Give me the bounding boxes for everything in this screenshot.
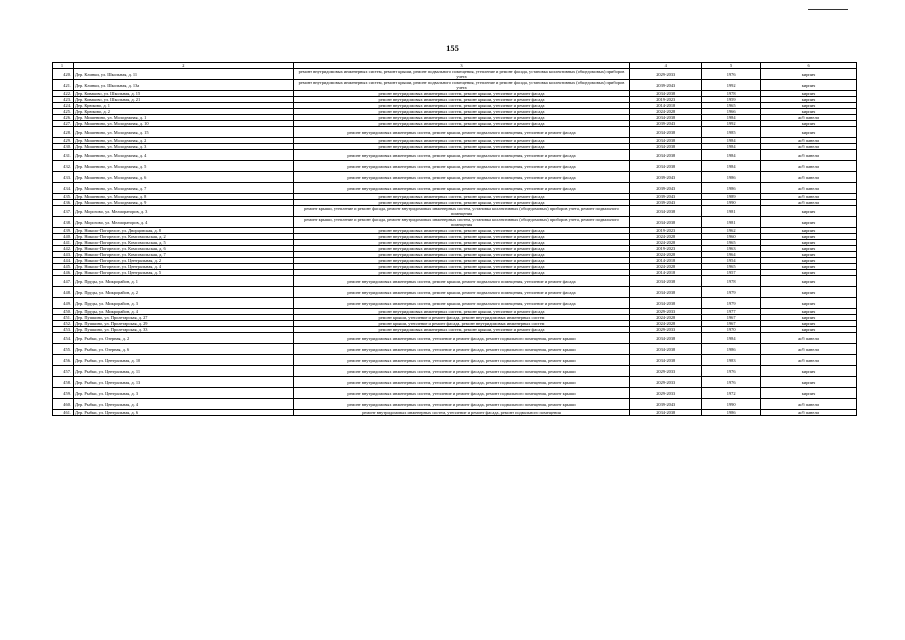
wall-material-cell: кирпич [761,366,857,377]
wall-material-cell: ж/б панели [761,183,857,194]
wall-material-cell: кирпич [761,69,857,80]
work-list-cell: ремонт внутридомовых инженерных систем, ремонт крыши, утепление и ремонт фасада [294,138,631,144]
row-number: 431. [53,150,74,161]
row-number: 429. [53,138,74,144]
table-row [52,217,857,228]
row-number: 422. [53,91,74,97]
work-list-cell: ремонт внутридомовых инженерных систем, утепление и ремонт фасада, ремонт подвального помещения [294,410,631,416]
wall-material-cell: ж/б панели [761,344,857,355]
year-built-cell: 1981 [702,217,761,228]
row-number: 427. [53,121,74,127]
table-row [52,399,857,410]
row-number: 443. [53,252,74,258]
header-col-6: 6 [761,63,857,69]
wall-material-cell: ж/б панели [761,161,857,172]
wall-material-cell: кирпич [761,246,857,252]
table-body [52,69,857,416]
work-list-cell: ремонт внутридомовых инженерных систем, ремонт крыши, ремонт подвального помещения, утепление и ремонт фасада [294,287,631,298]
row-number: 442. [53,246,74,252]
work-list-cell: ремонт внутридомовых инженерных систем, ремонт крыши, утепление и ремонт фасада [294,264,631,270]
year-built-cell: 1976 [702,377,761,388]
work-list-cell: ремонт внутридомовых инженерных систем, ремонт крыши, ремонт подвального помещения, утепление и ремонт фасада [294,127,631,138]
period-cell: 2034-2038 [630,144,702,150]
table-row [52,183,857,194]
table-row [52,206,857,217]
row-number: 420. [53,69,74,80]
work-list-cell: ремонт внутридомовых инженерных систем, утепление и ремонт фасада, ремонт подвального помещения, ремонт крыши [294,388,631,399]
row-number: 461. [53,410,74,416]
period-cell: 2034-2038 [630,344,702,355]
work-list-cell: ремонт внутридомовых инженерных систем, утепление и ремонт фасада, ремонт подвального помещения, ремонт крыши [294,377,631,388]
work-list-cell: ремонт внутридомовых инженерных систем, ремонт крыши, утепление и ремонт фасада [294,258,631,264]
wall-material-cell: ж/б панели [761,410,857,416]
work-list-cell: ремонт внутридомовых инженерных систем, ремонт крыши, утепление и ремонт фасада [294,194,631,200]
wall-material-cell: кирпич [761,121,857,127]
wall-material-cell: кирпич [761,258,857,264]
period-cell: 2034-2038 [630,355,702,366]
year-built-cell: 1962 [702,228,761,234]
row-number: 452. [53,321,74,327]
work-list-cell: ремонт крыши, утепление и ремонт фасада, ремонт внутридомовых инженерных систем, установка коллективных (общедомовых) приборов учета, ремонт подвального помещения [294,217,631,228]
wall-material-cell: кирпич [761,228,857,234]
address-cell: Дер. Николо-Погорелое, ул. Центральная, д. 5 [74,270,294,276]
period-cell: 2034-2038 [630,410,702,416]
work-list-cell: ремонт внутридомовых инженерных систем, ремонт крыши, утепление и ремонт фасада [294,121,631,127]
period-cell: 2039-2043 [630,183,702,194]
row-number: 435. [53,194,74,200]
header-col-5: 5 [702,63,761,69]
wall-material-cell: кирпич [761,276,857,287]
row-number: 433. [53,172,74,183]
work-list-cell: ремонт внутридомовых инженерных систем, ремонт крыши, утепление и ремонт фасада [294,109,631,115]
year-built-cell: 1970 [702,327,761,333]
address-cell: Дер. Мишенино, ул. Молодежная, д. 4 [74,150,294,161]
wall-material-cell: кирпич [761,234,857,240]
work-list-cell: ремонт внутридомовых инженерных систем, ремонт крыши, утепление и ремонт фасада [294,91,631,97]
work-list-cell: ремонт внутридомовых инженерных систем, ремонт крыши, утепление и ремонт фасада [294,228,631,234]
work-list-cell: ремонт внутридомовых инженерных систем, ремонт крыши, ремонт подвального помещения, утепление и ремонт фасада [294,161,631,172]
wall-material-cell: кирпич [761,270,857,276]
year-built-cell: 1990 [702,399,761,410]
row-number: 454. [53,333,74,344]
row-number: 438. [53,217,74,228]
address-cell: Дер. Морозово, ул. Мелиораторов, д. 4 [74,217,294,228]
year-built-cell: 1978 [702,91,761,97]
row-number: 456. [53,355,74,366]
row-number: 428. [53,127,74,138]
address-cell: Дер. Крюково, д. 2 [74,109,294,115]
work-list-cell: ремонт внутридомовых инженерных систем, утепление и ремонт фасада, ремонт подвального помещения, ремонт крыши [294,366,631,377]
period-cell: 2014-2018 [630,258,702,264]
year-built-cell: 1965 [702,264,761,270]
year-built-cell: 1960 [702,234,761,240]
address-cell: Дер. Рыбки, ул. Центральная, д. 4 [74,399,294,410]
row-number: 458. [53,377,74,388]
year-built-cell: 1984 [702,333,761,344]
address-cell: Дер. Рыбки, ул. Центральная, д. 11 [74,366,294,377]
row-number: 424. [53,103,74,109]
wall-material-cell: кирпич [761,388,857,399]
wall-material-cell: ж/б панели [761,138,857,144]
period-cell: 2034-2038 [630,217,702,228]
header-col-4: 4 [630,63,702,69]
work-list-cell: ремонт внутридомовых инженерных систем, ремонт крыши, утепление и ремонт фасада [294,252,631,258]
table-row [52,410,857,416]
header-col-3: 3 [294,63,631,69]
year-built-cell: 1976 [702,366,761,377]
work-list-cell: ремонт внутридомовых инженерных систем, ремонт крыши, утепление и ремонт фасада [294,115,631,121]
period-cell: 2039-2043 [630,172,702,183]
year-built-cell: 1985 [702,127,761,138]
wall-material-cell: ж/б панели [761,355,857,366]
row-number: 447. [53,276,74,287]
work-list-cell: ремонт внутридомовых инженерных систем, ремонт крыши, ремонт подвального помещения, утепление и ремонт фасада, установка коллективных (общедомовых) приборов учета [294,69,631,80]
address-cell: Дер. Пушкино, ул. Пролетарская, д. 33 [74,327,294,333]
address-cell: Дер. Пушкино, ул. Пролетарская, д. 29 [74,321,294,327]
work-list-cell: ремонт внутридомовых инженерных систем, ремонт крыши, утепление и ремонт фасада [294,309,631,315]
year-built-cell: 1984 [702,144,761,150]
work-list-cell: ремонт внутридомовых инженерных систем, ремонт крыши, утепление и ремонт фасада [294,97,631,103]
table-row [52,355,857,366]
row-number: 451. [53,315,74,321]
period-cell: 2034-2038 [630,333,702,344]
row-number: 460. [53,399,74,410]
work-list-cell: ремонт внутридомовых инженерных систем, ремонт крыши, утепление и ремонт фасада [294,246,631,252]
address-cell: Дер. Мишенино, ул. Молодежная, д. 1 [74,115,294,121]
address-cell: Дер. Николо-Погорелое, ул. Комсомольская, д. 6 [74,246,294,252]
wall-material-cell: ж/б панели [761,333,857,344]
period-cell: 2019-2023 [630,228,702,234]
wall-material-cell: кирпич [761,321,857,327]
address-cell: Дер. Пушкино, ул. Пролетарская, д. 27 [74,315,294,321]
address-cell: Дер. Мишенино, ул. Молодежная, д. 2 [74,138,294,144]
table-row [52,287,857,298]
header-col-1: 1 [53,63,74,69]
work-list-cell: ремонт внутридомовых инженерных систем, ремонт крыши, ремонт подвального помещения, утепление и ремонт фасада [294,172,631,183]
year-built-cell: 1976 [702,69,761,80]
address-cell: Дер. Рыбки, ул. Центральная, д. 3 [74,388,294,399]
table-row [52,344,857,355]
table-row [52,388,857,399]
period-cell: 2039-2043 [630,399,702,410]
year-built-cell: 1959 [702,97,761,103]
table-row [52,276,857,287]
year-built-cell: 1967 [702,321,761,327]
year-built-cell: 1964 [702,252,761,258]
period-cell: 2024-2028 [630,252,702,258]
work-list-cell: ремонт внутридомовых инженерных систем, ремонт крыши, утепление и ремонт фасада [294,270,631,276]
header-col-2: 2 [74,63,294,69]
wall-material-cell: кирпич [761,377,857,388]
year-built-cell: 1984 [702,161,761,172]
row-number: 421. [53,80,74,91]
address-cell: Дер. Николо-Погорелое, ул. Дворцовская, д. 8 [74,228,294,234]
wall-material-cell: ж/б панели [761,172,857,183]
row-number: 449. [53,298,74,309]
address-cell: Дер. Пруды, ул. Микрорайон, д. 3 [74,298,294,309]
work-list-cell: ремонт внутридомовых инженерных систем, ремонт крыши, ремонт подвального помещения, утепление и ремонт фасада [294,150,631,161]
address-cell: Дер. Крюково, д. 1 [74,103,294,109]
period-cell: 2039-2043 [630,200,702,206]
row-number: 459. [53,388,74,399]
wall-material-cell: кирпич [761,252,857,258]
table-row [52,377,857,388]
period-cell: 2029-2033 [630,309,702,315]
address-cell: Дер. Рыбки, ул. Озерная, д. 6 [74,344,294,355]
row-number: 437. [53,206,74,217]
wall-material-cell: кирпич [761,103,857,109]
wall-material-cell: кирпич [761,264,857,270]
year-built-cell: 1984 [702,150,761,161]
period-cell: 2039-2043 [630,121,702,127]
year-built-cell: 1984 [702,115,761,121]
address-cell: Дер. Клинки, ул. Школьная, д. 11 [74,69,294,80]
period-cell: 2029-2033 [630,327,702,333]
period-cell: 2039-2043 [630,194,702,200]
year-built-cell: 1977 [702,309,761,315]
year-built-cell: 1967 [702,315,761,321]
table-row [52,366,857,377]
year-built-cell: 1979 [702,298,761,309]
period-cell: 2034-2038 [630,276,702,287]
wall-material-cell: кирпич [761,217,857,228]
address-cell: Дер. Пруды, ул. Микрорайон, д. 4 [74,309,294,315]
work-list-cell: ремонт внутридомовых инженерных систем, утепление и ремонт фасада, ремонт подвального помещения, ремонт крыши [294,333,631,344]
wall-material-cell: кирпич [761,240,857,246]
period-cell: 2024-2028 [630,234,702,240]
period-cell: 2039-2043 [630,80,702,91]
work-list-cell: ремонт крыши, утепление и ремонт фасада, ремонт внутридомовых инженерных систем [294,315,631,321]
period-cell: 2014-2018 [630,270,702,276]
table-row [52,298,857,309]
year-built-cell: 1978 [702,276,761,287]
year-built-cell: 1984 [702,138,761,144]
period-cell: 2034-2038 [630,298,702,309]
address-cell: Дер. Мишенино, ул. Молодежная, д. 15 [74,127,294,138]
wall-material-cell: ж/б панели [761,200,857,206]
row-number: 439. [53,228,74,234]
period-cell: 2029-2033 [630,377,702,388]
wall-material-cell: ж/б панели [761,150,857,161]
address-cell: Дер. Мишенино, ул. Молодежная, д. 7 [74,183,294,194]
year-built-cell: 1986 [702,183,761,194]
row-number: 453. [53,327,74,333]
wall-material-cell: кирпич [761,91,857,97]
row-number: 445. [53,264,74,270]
address-cell: Дер. Пруды, ул. Микрорайон, д. 1 [74,276,294,287]
period-cell: 2034-2038 [630,161,702,172]
period-cell: 2014-2018 [630,103,702,109]
period-cell: 2034-2038 [630,150,702,161]
table-row [52,333,857,344]
wall-material-cell: кирпич [761,97,857,103]
period-cell: 2019-2023 [630,97,702,103]
year-built-cell: 1963 [702,246,761,252]
period-cell: 2029-2033 [630,69,702,80]
work-list-cell: ремонт крыши, утепление и ремонт фасада, ремонт внутридомовых инженерных систем [294,321,631,327]
row-number: 444. [53,258,74,264]
year-built-cell: 1966 [702,109,761,115]
address-cell: Дер. Рыбки, ул. Центральная, д. 13 [74,377,294,388]
row-number: 436. [53,200,74,206]
row-number: 446. [53,270,74,276]
year-built-cell: 1992 [702,80,761,91]
row-number: 457. [53,366,74,377]
address-cell: Дер. Мишенино, ул. Молодежная, д. 3 [74,144,294,150]
address-cell: Дер. Рыбки, ул. Озерная, д. 2 [74,333,294,344]
wall-material-cell: кирпич [761,109,857,115]
address-cell: Дер. Мишенино, ул. Молодежная, д. 6 [74,172,294,183]
period-cell: 2019-2023 [630,246,702,252]
address-cell: Дер. Мишенино, ул. Молодежная, д. 9 [74,200,294,206]
row-number: 426. [53,115,74,121]
row-number: 455. [53,344,74,355]
wall-material-cell: кирпич [761,80,857,91]
row-number: 441. [53,240,74,246]
wall-material-cell: кирпич [761,315,857,321]
year-built-cell: 1983 [702,355,761,366]
top-rule [808,9,848,10]
work-list-cell: ремонт внутридомовых инженерных систем, ремонт крыши, утепление и ремонт фасада [294,327,631,333]
wall-material-cell: ж/б панели [761,115,857,121]
row-number: 440. [53,234,74,240]
address-cell: Дер. Николо-Погорелое, ул. Комсомольская, д. 5 [74,240,294,246]
year-built-cell: 1981 [702,206,761,217]
year-built-cell: 1989 [702,194,761,200]
work-list-cell: ремонт внутридомовых инженерных систем, ремонт крыши, утепление и ремонт фасада [294,234,631,240]
table-row [52,69,857,80]
wall-material-cell: кирпич [761,309,857,315]
year-built-cell: 1954 [702,258,761,264]
wall-material-cell: ж/б панели [761,194,857,200]
year-built-cell: 1965 [702,103,761,109]
work-list-cell: ремонт внутридомовых инженерных систем, ремонт крыши, утепление и ремонт фасада [294,103,631,109]
address-cell: Дер. Николо-Погорелое, ул. Комсомольская, д. 2 [74,234,294,240]
period-cell: 2024-2028 [630,315,702,321]
wall-material-cell: кирпич [761,327,857,333]
work-list-cell: ремонт внутридомовых инженерных систем, ремонт крыши, ремонт подвального помещения, утепление и ремонт фасада, установка коллективных (общедомовых) приборов учета [294,80,631,91]
table-row [52,161,857,172]
wall-material-cell: кирпич [761,287,857,298]
address-cell: Дер. Николо-Погорелое, ул. Комсомольская, д. 7 [74,252,294,258]
year-built-cell: 1992 [702,121,761,127]
address-cell: Дер. Клинки, ул. Школьная, д. 13а [74,80,294,91]
work-list-cell: ремонт внутридомовых инженерных систем, утепление и ремонт фасада, ремонт подвального помещения, ремонт крыши [294,344,631,355]
address-cell: Дер. Коваково, ул. Школьная, д. 21 [74,97,294,103]
period-cell: 2034-2038 [630,287,702,298]
row-number: 432. [53,161,74,172]
work-list-cell: ремонт внутридомовых инженерных систем, ремонт крыши, ремонт подвального помещения, утепление и ремонт фасада [294,298,631,309]
address-cell: Дер. Мишенино, ул. Молодежная, д. 5 [74,161,294,172]
work-list-cell: ремонт внутридомовых инженерных систем, ремонт крыши, утепление и ремонт фасада [294,144,631,150]
year-built-cell: 1972 [702,388,761,399]
row-number: 425. [53,109,74,115]
wall-material-cell: ж/б панели [761,399,857,410]
wall-material-cell: кирпич [761,206,857,217]
work-list-cell: ремонт внутридомовых инженерных систем, утепление и ремонт фасада, ремонт подвального помещения, ремонт крыши [294,399,631,410]
table-header-row [52,62,857,69]
period-cell: 2034-2038 [630,115,702,121]
period-cell: 2024-2028 [630,264,702,270]
address-cell: Дер. Мишенино, ул. Молодежная, д. 8 [74,194,294,200]
table-row [52,80,857,91]
period-cell: 2024-2028 [630,109,702,115]
table-row [52,127,857,138]
work-list-cell: ремонт внутридомовых инженерных систем, утепление и ремонт фасада, ремонт подвального помещения, ремонт крыши [294,355,631,366]
work-list-cell: ремонт внутридомовых инженерных систем, ремонт крыши, ремонт подвального помещения, утепление и ремонт фасада [294,276,631,287]
address-cell: Дер. Рыбки, ул. Центральная, д. 6 [74,410,294,416]
row-number: 448. [53,287,74,298]
work-list-cell: ремонт внутридомовых инженерных систем, ремонт крыши, утепление и ремонт фасада [294,200,631,206]
year-built-cell: 1979 [702,287,761,298]
year-built-cell: 1986 [702,172,761,183]
period-cell: 2034-2038 [630,127,702,138]
address-cell: Дер. Коваково, ул. Школьная, д. 15 [74,91,294,97]
year-built-cell: 1990 [702,200,761,206]
year-built-cell: 1986 [702,344,761,355]
period-cell: 2034-2038 [630,206,702,217]
work-list-cell: ремонт крыши, утепление и ремонт фасада, ремонт внутридомовых инженерных систем, установка коллективных (общедомовых) приборов учета, ремонт подвального помещения [294,206,631,217]
row-number: 423. [53,97,74,103]
period-cell: 2034-2038 [630,91,702,97]
address-cell: Дер. Рыбки, ул. Центральная, д. 10 [74,355,294,366]
wall-material-cell: кирпич [761,127,857,138]
wall-material-cell: кирпич [761,298,857,309]
period-cell: 2024-2028 [630,240,702,246]
table-row [52,150,857,161]
row-number: 430. [53,144,74,150]
period-cell: 2024-2028 [630,321,702,327]
period-cell: 2029-2033 [630,388,702,399]
address-cell: Дер. Мишенино, ул. Молодежная, д. 10 [74,121,294,127]
address-cell: Дер. Пруды, ул. Микрорайон, д. 2 [74,287,294,298]
address-cell: Дер. Николо-Погорелое, ул. Центральная, д. 2 [74,258,294,264]
work-list-cell: ремонт внутридомовых инженерных систем, ремонт крыши, утепление и ремонт фасада [294,240,631,246]
wall-material-cell: ж/б панели [761,144,857,150]
address-cell: Дер. Морозово, ул. Мелиораторов, д. 3 [74,206,294,217]
year-built-cell: 1986 [702,410,761,416]
period-cell: 2029-2033 [630,366,702,377]
work-schedule-table [52,62,857,416]
year-built-cell: 1965 [702,240,761,246]
row-number: 450. [53,309,74,315]
row-number: 434. [53,183,74,194]
year-built-cell: 1957 [702,270,761,276]
period-cell: 2034-2038 [630,138,702,144]
page-number: 155 [446,43,459,53]
address-cell: Дер. Николо-Погорелое, ул. Центральная, д. 4 [74,264,294,270]
work-list-cell: ремонт внутридомовых инженерных систем, ремонт крыши, ремонт подвального помещения, утепление и ремонт фасада [294,183,631,194]
table-row [52,172,857,183]
